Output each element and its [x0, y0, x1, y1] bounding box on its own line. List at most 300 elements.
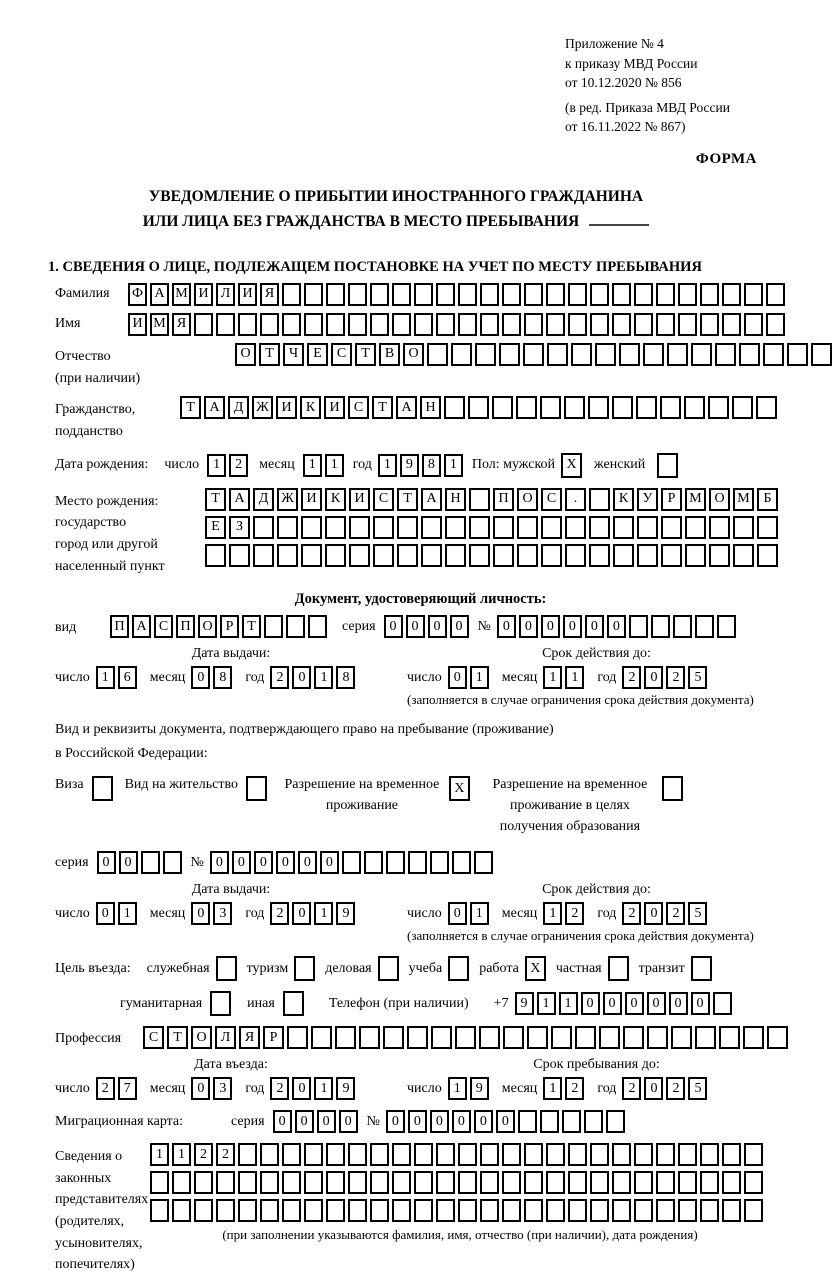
char-cell[interactable]: Д — [228, 396, 249, 419]
char-cell[interactable]: Т — [355, 343, 376, 366]
purpose-humanitarian-checkbox[interactable] — [210, 991, 231, 1016]
char-cell[interactable] — [304, 1171, 323, 1194]
char-cell[interactable] — [565, 516, 586, 539]
char-cell[interactable] — [540, 396, 561, 419]
char-cell[interactable] — [194, 1199, 213, 1222]
char-cell[interactable]: 0 — [292, 666, 311, 689]
char-cell[interactable] — [757, 516, 778, 539]
char-cell[interactable] — [590, 1199, 609, 1222]
char-cell[interactable]: Т — [259, 343, 280, 366]
char-cell[interactable] — [325, 544, 346, 567]
char-cell[interactable] — [671, 1026, 692, 1049]
char-cell[interactable] — [286, 615, 305, 638]
char-cell[interactable] — [480, 313, 499, 336]
char-cell[interactable]: К — [300, 396, 321, 419]
char-cell[interactable]: 5 — [688, 902, 707, 925]
char-cell[interactable]: Ж — [252, 396, 273, 419]
char-cell[interactable]: А — [204, 396, 225, 419]
char-cell[interactable] — [445, 544, 466, 567]
char-cell[interactable]: 2 — [216, 1143, 235, 1166]
char-cell[interactable] — [766, 283, 785, 306]
char-cell[interactable] — [540, 1110, 559, 1133]
char-cell[interactable]: 0 — [317, 1110, 336, 1133]
char-cell[interactable]: А — [396, 396, 417, 419]
char-cell[interactable]: И — [349, 488, 370, 511]
char-cell[interactable]: 0 — [320, 851, 339, 874]
char-cell[interactable] — [503, 1026, 524, 1049]
char-cell[interactable] — [468, 396, 489, 419]
char-cell[interactable]: 0 — [607, 615, 626, 638]
char-cell[interactable] — [700, 1143, 719, 1166]
purpose-tourism-checkbox[interactable] — [294, 956, 315, 981]
char-cell[interactable] — [661, 544, 682, 567]
char-cell[interactable] — [301, 544, 322, 567]
char-cell[interactable]: 0 — [292, 1077, 311, 1100]
char-cell[interactable]: Ч — [283, 343, 304, 366]
char-cell[interactable] — [264, 615, 283, 638]
char-cell[interactable] — [253, 516, 274, 539]
char-cell[interactable] — [326, 313, 345, 336]
char-cell[interactable] — [260, 313, 279, 336]
char-cell[interactable]: 0 — [295, 1110, 314, 1133]
char-cell[interactable] — [524, 1171, 543, 1194]
char-cell[interactable]: 0 — [474, 1110, 493, 1133]
char-cell[interactable]: О — [235, 343, 256, 366]
char-cell[interactable] — [517, 544, 538, 567]
char-cell[interactable]: 1 — [470, 666, 489, 689]
char-cell[interactable] — [612, 283, 631, 306]
char-cell[interactable] — [568, 313, 587, 336]
char-cell[interactable] — [547, 343, 568, 366]
char-cell[interactable]: З — [229, 516, 250, 539]
char-cell[interactable] — [708, 396, 729, 419]
char-cell[interactable] — [733, 516, 754, 539]
char-cell[interactable] — [678, 283, 697, 306]
char-cell[interactable] — [673, 615, 692, 638]
char-cell[interactable] — [194, 313, 213, 336]
char-cell[interactable]: О — [517, 488, 538, 511]
char-cell[interactable] — [546, 1199, 565, 1222]
char-cell[interactable]: А — [229, 488, 250, 511]
char-cell[interactable] — [524, 1143, 543, 1166]
char-cell[interactable]: 1 — [537, 992, 556, 1015]
char-cell[interactable] — [216, 1199, 235, 1222]
char-cell[interactable] — [304, 313, 323, 336]
char-cell[interactable]: 0 — [119, 851, 138, 874]
char-cell[interactable]: 2 — [622, 902, 641, 925]
purpose-business-checkbox[interactable] — [378, 956, 399, 981]
char-cell[interactable] — [763, 343, 784, 366]
char-cell[interactable]: А — [150, 283, 169, 306]
char-cell[interactable]: 0 — [448, 666, 467, 689]
char-cell[interactable]: Р — [661, 488, 682, 511]
char-cell[interactable]: 1 — [325, 454, 344, 477]
char-cell[interactable] — [421, 516, 442, 539]
char-cell[interactable]: С — [373, 488, 394, 511]
char-cell[interactable] — [568, 1143, 587, 1166]
char-cell[interactable]: 1 — [314, 1077, 333, 1100]
char-cell[interactable] — [348, 283, 367, 306]
char-cell[interactable] — [370, 1171, 389, 1194]
char-cell[interactable]: 0 — [210, 851, 229, 874]
char-cell[interactable] — [304, 1199, 323, 1222]
char-cell[interactable] — [590, 313, 609, 336]
char-cell[interactable] — [502, 313, 521, 336]
char-cell[interactable] — [342, 851, 361, 874]
char-cell[interactable] — [743, 1026, 764, 1049]
char-cell[interactable]: 0 — [450, 615, 469, 638]
char-cell[interactable] — [469, 488, 490, 511]
char-cell[interactable] — [695, 615, 714, 638]
char-cell[interactable]: В — [379, 343, 400, 366]
char-cell[interactable] — [205, 544, 226, 567]
char-cell[interactable] — [260, 1199, 279, 1222]
char-cell[interactable] — [661, 516, 682, 539]
char-cell[interactable] — [194, 1171, 213, 1194]
char-cell[interactable]: М — [172, 283, 191, 306]
char-cell[interactable] — [277, 544, 298, 567]
char-cell[interactable] — [430, 851, 449, 874]
char-cell[interactable]: Я — [172, 313, 191, 336]
char-cell[interactable] — [612, 1171, 631, 1194]
char-cell[interactable] — [685, 544, 706, 567]
char-cell[interactable]: 2 — [622, 666, 641, 689]
sex-male-checkbox[interactable]: X — [561, 453, 582, 478]
char-cell[interactable]: Р — [263, 1026, 284, 1049]
char-cell[interactable] — [744, 1199, 763, 1222]
char-cell[interactable] — [282, 1199, 301, 1222]
char-cell[interactable]: 9 — [336, 1077, 355, 1100]
char-cell[interactable] — [238, 1143, 257, 1166]
char-cell[interactable] — [150, 1199, 169, 1222]
char-cell[interactable]: 0 — [96, 902, 115, 925]
char-cell[interactable]: 1 — [444, 454, 463, 477]
char-cell[interactable]: С — [348, 396, 369, 419]
char-cell[interactable] — [414, 1171, 433, 1194]
char-cell[interactable] — [722, 1143, 741, 1166]
char-cell[interactable] — [757, 544, 778, 567]
char-cell[interactable] — [637, 516, 658, 539]
char-cell[interactable]: 3 — [213, 902, 232, 925]
char-cell[interactable]: Е — [205, 516, 226, 539]
char-cell[interactable]: 0 — [276, 851, 295, 874]
char-cell[interactable]: 1 — [96, 666, 115, 689]
char-cell[interactable]: М — [150, 313, 169, 336]
char-cell[interactable] — [612, 396, 633, 419]
char-cell[interactable] — [541, 516, 562, 539]
char-cell[interactable] — [660, 396, 681, 419]
char-cell[interactable] — [595, 343, 616, 366]
char-cell[interactable] — [260, 1143, 279, 1166]
char-cell[interactable] — [370, 283, 389, 306]
char-cell[interactable]: . — [565, 488, 586, 511]
residence-permit-checkbox[interactable] — [246, 776, 267, 801]
char-cell[interactable] — [458, 313, 477, 336]
char-cell[interactable] — [744, 1143, 763, 1166]
char-cell[interactable] — [348, 1143, 367, 1166]
char-cell[interactable]: 0 — [581, 992, 600, 1015]
char-cell[interactable] — [634, 1199, 653, 1222]
char-cell[interactable]: С — [143, 1026, 164, 1049]
char-cell[interactable]: 0 — [669, 992, 688, 1015]
char-cell[interactable] — [386, 851, 405, 874]
char-cell[interactable]: 2 — [229, 454, 248, 477]
char-cell[interactable] — [575, 1026, 596, 1049]
char-cell[interactable]: 1 — [118, 902, 137, 925]
char-cell[interactable] — [444, 396, 465, 419]
char-cell[interactable] — [364, 851, 383, 874]
char-cell[interactable] — [524, 313, 543, 336]
char-cell[interactable]: 0 — [497, 615, 516, 638]
char-cell[interactable] — [691, 343, 712, 366]
char-cell[interactable]: 1 — [378, 454, 397, 477]
temp-residence-checkbox[interactable]: X — [449, 776, 470, 801]
char-cell[interactable] — [571, 343, 592, 366]
char-cell[interactable] — [414, 1199, 433, 1222]
char-cell[interactable] — [613, 516, 634, 539]
char-cell[interactable] — [282, 1171, 301, 1194]
char-cell[interactable] — [546, 1143, 565, 1166]
char-cell[interactable]: 1 — [543, 666, 562, 689]
char-cell[interactable]: 3 — [213, 1077, 232, 1100]
char-cell[interactable] — [590, 1143, 609, 1166]
char-cell[interactable] — [436, 1143, 455, 1166]
purpose-official-checkbox[interactable] — [216, 956, 237, 981]
char-cell[interactable] — [408, 851, 427, 874]
char-cell[interactable]: 0 — [519, 615, 538, 638]
char-cell[interactable]: 8 — [213, 666, 232, 689]
char-cell[interactable]: Л — [216, 283, 235, 306]
char-cell[interactable] — [455, 1026, 476, 1049]
char-cell[interactable] — [458, 283, 477, 306]
char-cell[interactable] — [502, 1171, 521, 1194]
char-cell[interactable]: 0 — [428, 615, 447, 638]
char-cell[interactable] — [651, 615, 670, 638]
char-cell[interactable]: 2 — [622, 1077, 641, 1100]
char-cell[interactable] — [458, 1171, 477, 1194]
char-cell[interactable]: 0 — [292, 902, 311, 925]
char-cell[interactable] — [458, 1199, 477, 1222]
char-cell[interactable] — [349, 544, 370, 567]
char-cell[interactable]: 1 — [565, 666, 584, 689]
char-cell[interactable] — [678, 1143, 697, 1166]
char-cell[interactable] — [700, 1199, 719, 1222]
char-cell[interactable]: 1 — [543, 902, 562, 925]
char-cell[interactable]: Е — [307, 343, 328, 366]
char-cell[interactable] — [613, 544, 634, 567]
char-cell[interactable] — [546, 283, 565, 306]
char-cell[interactable]: Я — [260, 283, 279, 306]
char-cell[interactable]: Л — [215, 1026, 236, 1049]
char-cell[interactable] — [733, 544, 754, 567]
char-cell[interactable] — [713, 992, 732, 1015]
char-cell[interactable]: И — [194, 283, 213, 306]
char-cell[interactable]: 6 — [118, 666, 137, 689]
char-cell[interactable] — [452, 851, 471, 874]
char-cell[interactable] — [392, 283, 411, 306]
char-cell[interactable] — [564, 396, 585, 419]
char-cell[interactable]: 1 — [448, 1077, 467, 1100]
char-cell[interactable] — [492, 396, 513, 419]
char-cell[interactable] — [719, 1026, 740, 1049]
char-cell[interactable] — [277, 516, 298, 539]
char-cell[interactable]: И — [301, 488, 322, 511]
char-cell[interactable] — [722, 283, 741, 306]
char-cell[interactable]: 0 — [644, 902, 663, 925]
char-cell[interactable]: 1 — [559, 992, 578, 1015]
char-cell[interactable]: П — [493, 488, 514, 511]
char-cell[interactable] — [647, 1026, 668, 1049]
char-cell[interactable]: О — [403, 343, 424, 366]
char-cell[interactable] — [493, 516, 514, 539]
char-cell[interactable] — [349, 516, 370, 539]
char-cell[interactable] — [229, 544, 250, 567]
char-cell[interactable] — [392, 1143, 411, 1166]
char-cell[interactable]: О — [191, 1026, 212, 1049]
char-cell[interactable] — [326, 1199, 345, 1222]
char-cell[interactable] — [524, 1199, 543, 1222]
char-cell[interactable] — [722, 1171, 741, 1194]
char-cell[interactable] — [656, 1143, 675, 1166]
char-cell[interactable] — [589, 516, 610, 539]
char-cell[interactable] — [326, 283, 345, 306]
char-cell[interactable] — [811, 343, 832, 366]
char-cell[interactable]: М — [733, 488, 754, 511]
char-cell[interactable] — [739, 343, 760, 366]
char-cell[interactable] — [414, 283, 433, 306]
char-cell[interactable] — [744, 283, 763, 306]
char-cell[interactable]: 0 — [339, 1110, 358, 1133]
char-cell[interactable] — [238, 1171, 257, 1194]
char-cell[interactable] — [238, 313, 257, 336]
char-cell[interactable]: 0 — [644, 666, 663, 689]
visa-checkbox[interactable] — [92, 776, 113, 801]
char-cell[interactable]: Т — [167, 1026, 188, 1049]
char-cell[interactable] — [445, 516, 466, 539]
char-cell[interactable]: С — [154, 615, 173, 638]
char-cell[interactable] — [606, 1110, 625, 1133]
char-cell[interactable] — [787, 343, 808, 366]
char-cell[interactable] — [518, 1110, 537, 1133]
char-cell[interactable] — [634, 313, 653, 336]
char-cell[interactable] — [407, 1026, 428, 1049]
char-cell[interactable]: 2 — [666, 1077, 685, 1100]
char-cell[interactable]: 1 — [207, 454, 226, 477]
char-cell[interactable]: 2 — [666, 666, 685, 689]
char-cell[interactable] — [216, 1171, 235, 1194]
char-cell[interactable] — [619, 343, 640, 366]
char-cell[interactable] — [348, 1199, 367, 1222]
char-cell[interactable]: 0 — [298, 851, 317, 874]
purpose-transit-checkbox[interactable] — [691, 956, 712, 981]
char-cell[interactable]: Т — [205, 488, 226, 511]
char-cell[interactable] — [397, 516, 418, 539]
char-cell[interactable]: 0 — [603, 992, 622, 1015]
char-cell[interactable] — [479, 1026, 500, 1049]
char-cell[interactable] — [524, 283, 543, 306]
char-cell[interactable]: 8 — [336, 666, 355, 689]
char-cell[interactable]: 1 — [303, 454, 322, 477]
char-cell[interactable] — [427, 343, 448, 366]
char-cell[interactable] — [612, 1199, 631, 1222]
char-cell[interactable]: 2 — [270, 666, 289, 689]
char-cell[interactable] — [502, 1199, 521, 1222]
char-cell[interactable] — [480, 1171, 499, 1194]
char-cell[interactable]: 0 — [452, 1110, 471, 1133]
char-cell[interactable] — [304, 1143, 323, 1166]
char-cell[interactable]: Ж — [277, 488, 298, 511]
char-cell[interactable] — [636, 396, 657, 419]
char-cell[interactable] — [709, 544, 730, 567]
char-cell[interactable] — [469, 516, 490, 539]
char-cell[interactable]: 1 — [150, 1143, 169, 1166]
char-cell[interactable] — [629, 615, 648, 638]
char-cell[interactable]: 0 — [191, 1077, 210, 1100]
char-cell[interactable] — [304, 283, 323, 306]
char-cell[interactable] — [565, 544, 586, 567]
char-cell[interactable]: 1 — [172, 1143, 191, 1166]
char-cell[interactable]: 5 — [688, 1077, 707, 1100]
char-cell[interactable]: 0 — [406, 615, 425, 638]
char-cell[interactable]: 0 — [647, 992, 666, 1015]
char-cell[interactable]: 5 — [688, 666, 707, 689]
char-cell[interactable] — [656, 1171, 675, 1194]
char-cell[interactable]: Ф — [128, 283, 147, 306]
char-cell[interactable] — [383, 1026, 404, 1049]
char-cell[interactable]: Я — [239, 1026, 260, 1049]
char-cell[interactable]: Т — [242, 615, 261, 638]
char-cell[interactable] — [656, 1199, 675, 1222]
char-cell[interactable] — [172, 1171, 191, 1194]
char-cell[interactable]: 0 — [97, 851, 116, 874]
char-cell[interactable] — [685, 516, 706, 539]
char-cell[interactable]: Н — [445, 488, 466, 511]
char-cell[interactable]: А — [421, 488, 442, 511]
char-cell[interactable]: 9 — [515, 992, 534, 1015]
char-cell[interactable]: 0 — [191, 902, 210, 925]
char-cell[interactable]: 0 — [430, 1110, 449, 1133]
char-cell[interactable]: Т — [372, 396, 393, 419]
char-cell[interactable] — [722, 313, 741, 336]
char-cell[interactable]: И — [238, 283, 257, 306]
char-cell[interactable] — [370, 313, 389, 336]
char-cell[interactable] — [325, 516, 346, 539]
char-cell[interactable] — [373, 544, 394, 567]
char-cell[interactable] — [634, 1143, 653, 1166]
char-cell[interactable] — [715, 343, 736, 366]
char-cell[interactable] — [744, 1171, 763, 1194]
char-cell[interactable] — [480, 1143, 499, 1166]
char-cell[interactable] — [599, 1026, 620, 1049]
char-cell[interactable]: 0 — [232, 851, 251, 874]
char-cell[interactable]: 0 — [273, 1110, 292, 1133]
char-cell[interactable] — [502, 1143, 521, 1166]
char-cell[interactable] — [326, 1171, 345, 1194]
char-cell[interactable] — [756, 396, 777, 419]
char-cell[interactable] — [348, 1171, 367, 1194]
char-cell[interactable]: А — [132, 615, 151, 638]
char-cell[interactable] — [392, 313, 411, 336]
char-cell[interactable]: Т — [397, 488, 418, 511]
char-cell[interactable]: 0 — [496, 1110, 515, 1133]
char-cell[interactable] — [732, 396, 753, 419]
char-cell[interactable]: У — [637, 488, 658, 511]
char-cell[interactable] — [253, 544, 274, 567]
char-cell[interactable]: Р — [220, 615, 239, 638]
char-cell[interactable] — [766, 313, 785, 336]
char-cell[interactable] — [311, 1026, 332, 1049]
char-cell[interactable] — [480, 1199, 499, 1222]
